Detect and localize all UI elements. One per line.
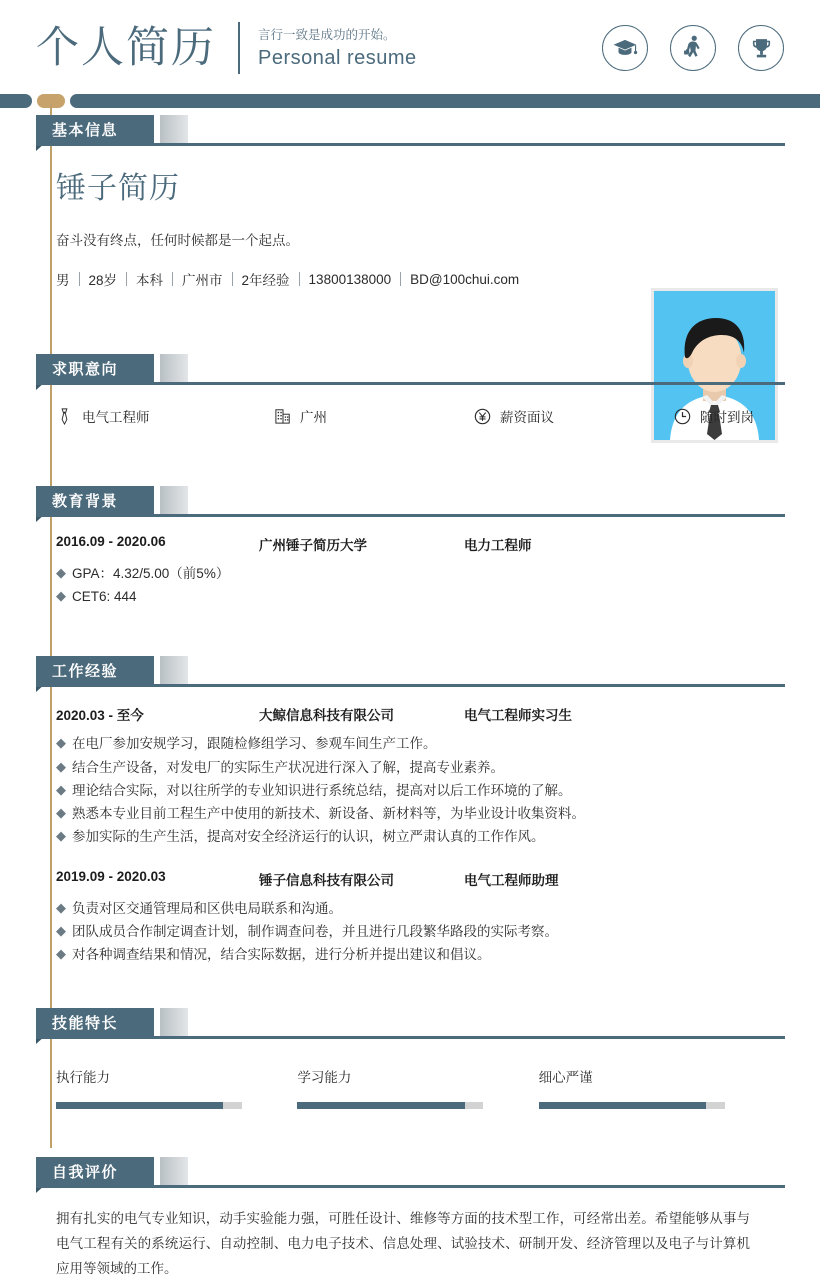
work-entry-head xyxy=(56,704,780,724)
section-underline xyxy=(36,382,785,385)
bullet-dot: ◆ xyxy=(56,805,66,821)
header-divider-bars xyxy=(0,94,820,109)
page-header xyxy=(0,0,820,95)
bullet-dot: ◆ xyxy=(56,922,66,938)
list-item xyxy=(56,756,780,779)
section-education xyxy=(0,486,820,608)
divider-bar-left xyxy=(0,94,32,108)
intention-position xyxy=(56,406,274,426)
list-item xyxy=(56,779,780,802)
section-title-intention: 求职意向 xyxy=(36,354,154,382)
work-role: 电气工程师助理 xyxy=(464,872,559,888)
building-icon xyxy=(274,408,291,425)
work-entry xyxy=(56,704,780,848)
section-header-basic xyxy=(36,115,820,145)
intention-body xyxy=(0,406,820,426)
education-major: 电力工程师 xyxy=(464,538,532,553)
bullet-dot: ◆ xyxy=(56,735,66,751)
education-date: 2016.09 - 2020.06 xyxy=(56,534,166,549)
basic-info-body xyxy=(0,163,820,289)
divider-bar-main xyxy=(70,94,820,108)
skill-progress-track xyxy=(56,1102,242,1109)
skill-progress-fill xyxy=(297,1102,464,1109)
section-underline xyxy=(36,514,785,517)
list-item xyxy=(56,802,780,825)
candidate-motto: 奋斗没有终点，任何时候都是一个起点。 xyxy=(56,233,299,248)
selfeval-body xyxy=(0,1207,820,1282)
bullet-dot: ◆ xyxy=(56,828,66,844)
work-company: 大鲸信息科技有限公司 xyxy=(259,708,394,724)
education-bullets xyxy=(56,562,780,608)
meta-sep xyxy=(299,272,300,286)
bullet-text: 对各种调查结果和情况，结合实际数据，进行分析并提出建议和倡议。 xyxy=(72,946,491,962)
section-underline xyxy=(36,1185,785,1188)
header-slogan: 言行一致是成功的开始。 xyxy=(258,28,396,43)
section-accent-block xyxy=(160,1008,188,1036)
education-body xyxy=(0,534,820,608)
section-accent-block xyxy=(160,1157,188,1185)
section-header-education xyxy=(36,486,820,516)
intention-item-row xyxy=(56,406,780,426)
work-entry xyxy=(56,869,780,967)
section-self-evaluation xyxy=(0,1157,820,1282)
businessman-walking-icon xyxy=(670,25,716,71)
skill-progress-fill xyxy=(539,1102,706,1109)
section-title-work: 工作经验 xyxy=(36,656,154,684)
section-accent-block xyxy=(160,486,188,514)
section-title-selfeval: 自我评价 xyxy=(36,1157,154,1185)
graduation-cap-icon xyxy=(602,25,648,71)
list-item xyxy=(56,732,780,755)
section-title-basic: 基本信息 xyxy=(36,115,154,143)
intention-position-label: 电气工程师 xyxy=(82,410,150,425)
section-work-experience xyxy=(0,656,820,966)
work-role: 电气工程师实习生 xyxy=(464,708,572,724)
intention-salary-label: 薪资面议 xyxy=(500,410,554,425)
skill-item xyxy=(56,1066,297,1109)
skills-body xyxy=(0,1066,820,1109)
work-date: 2019.09 - 2020.03 xyxy=(56,868,166,884)
header-icon-group xyxy=(602,25,784,71)
list-item xyxy=(56,825,780,848)
intention-salary xyxy=(474,406,674,426)
section-header-selfeval xyxy=(36,1157,820,1187)
page-title-cn: 个人简历 xyxy=(36,23,216,72)
intention-availability-label: 随时到岗 xyxy=(700,410,754,425)
meta-sep xyxy=(126,272,127,286)
meta-phone: 13800138000 xyxy=(308,271,392,287)
skills-row xyxy=(56,1066,780,1109)
section-basic-info xyxy=(0,115,820,289)
work-company: 锤子信息科技有限公司 xyxy=(259,872,394,888)
skill-item xyxy=(539,1066,780,1109)
list-item xyxy=(56,943,780,966)
intention-availability xyxy=(674,406,754,426)
meta-email: BD@100chui.com xyxy=(410,271,520,287)
bullet-dot: ◆ xyxy=(56,899,66,915)
skill-item xyxy=(297,1066,538,1109)
intention-city xyxy=(274,406,474,426)
work-body xyxy=(0,704,820,966)
skill-label: 执行能力 xyxy=(56,1070,110,1086)
meta-experience: 2年经验 xyxy=(241,273,290,288)
bullet-text: CET6: 444 xyxy=(72,589,137,605)
title-divider xyxy=(238,22,240,74)
work-entry-head xyxy=(56,869,780,889)
bullet-dot: ◆ xyxy=(56,945,66,961)
section-accent-block xyxy=(160,354,188,382)
section-accent-block xyxy=(160,656,188,684)
bullet-text: 负责对区交通管理局和区供电局联系和沟通。 xyxy=(72,900,342,916)
meta-sep xyxy=(172,272,173,286)
bullet-dot: ◆ xyxy=(56,565,66,580)
candidate-name: 锤子简历 xyxy=(56,172,180,205)
list-item xyxy=(56,920,780,943)
skill-progress-track xyxy=(297,1102,483,1109)
bullet-text: 熟悉本专业目前工程生产中使用的新技术、新设备、新材料等，为毕业设计收集资料。 xyxy=(72,806,585,822)
skill-progress-fill xyxy=(56,1102,223,1109)
meta-city: 广州市 xyxy=(182,273,223,288)
education-school: 广州锤子简历大学 xyxy=(259,538,367,553)
bullet-text: 参加实际的生产生活，提高对安全经济运行的认识，树立严肃认真的工作作风。 xyxy=(72,829,545,845)
bullet-text: 团队成员合作制定调查计划，制作调查问卷，并且进行几段繁华路段的实际考察。 xyxy=(72,923,558,939)
section-title-skills: 技能特长 xyxy=(36,1008,154,1036)
yuan-circle-icon xyxy=(474,408,491,425)
bullet-text: 理论结合实际，对以往所学的专业知识进行系统总结，提高对以后工作环境的了解。 xyxy=(72,782,572,798)
list-item xyxy=(56,562,780,585)
list-item xyxy=(56,585,780,608)
meta-sep xyxy=(232,272,233,286)
skill-label: 细心严谨 xyxy=(538,1070,593,1086)
bullet-dot: ◆ xyxy=(56,588,66,604)
meta-sep xyxy=(400,272,401,286)
section-header-skills xyxy=(36,1008,820,1038)
meta-gender: 男 xyxy=(56,273,70,288)
intention-city-label: 广州 xyxy=(300,410,327,425)
title-block xyxy=(36,22,417,74)
section-header-work xyxy=(36,656,820,686)
trophy-icon xyxy=(738,25,784,71)
education-entry xyxy=(56,534,780,608)
skill-label: 学习能力 xyxy=(297,1070,352,1086)
bullet-dot: ◆ xyxy=(56,781,66,797)
meta-sep xyxy=(79,272,80,286)
bullet-dot: ◆ xyxy=(56,758,66,774)
candidate-meta-list xyxy=(56,269,780,289)
page-title-en: Personal resume xyxy=(258,46,417,69)
selfeval-text: 拥有扎实的电气专业知识，动手实验能力强，可胜任设计、维修等方面的技术型工作，可经常出差。希望能够从事与电气工程有关的系统运行、自动控制、电力电子技术、信息处理、试验技术、研制开发、经济管理以及电子与计算机应用等领域的工作。 xyxy=(56,1211,750,1277)
section-header-intention xyxy=(36,354,820,384)
section-underline xyxy=(36,1036,785,1039)
work-date: 2020.03 - 至今 xyxy=(56,708,144,724)
clock-icon xyxy=(674,408,691,425)
work-bullets xyxy=(56,732,780,848)
section-underline xyxy=(36,684,785,687)
title-subtext xyxy=(258,26,417,70)
skill-progress-track xyxy=(539,1102,725,1109)
work-bullets xyxy=(56,897,780,967)
list-item xyxy=(56,897,780,920)
meta-degree: 本科 xyxy=(136,273,164,288)
tie-icon xyxy=(56,408,73,425)
bullet-text: GPA：4.32/5.00（前5%） xyxy=(72,566,230,581)
section-job-intention xyxy=(0,354,820,426)
section-accent-block xyxy=(160,115,188,143)
section-skills xyxy=(0,1008,820,1109)
bullet-text: 结合生产设备，对发电厂的实际生产状况进行深入了解，提高专业素养。 xyxy=(72,759,504,775)
section-title-education: 教育背景 xyxy=(36,486,154,514)
meta-age: 28岁 xyxy=(88,273,118,288)
section-underline xyxy=(36,143,785,146)
bullet-text: 在电厂参加安规学习，跟随检修组学习、参观车间生产工作。 xyxy=(72,736,437,752)
education-entry-head xyxy=(56,534,780,554)
